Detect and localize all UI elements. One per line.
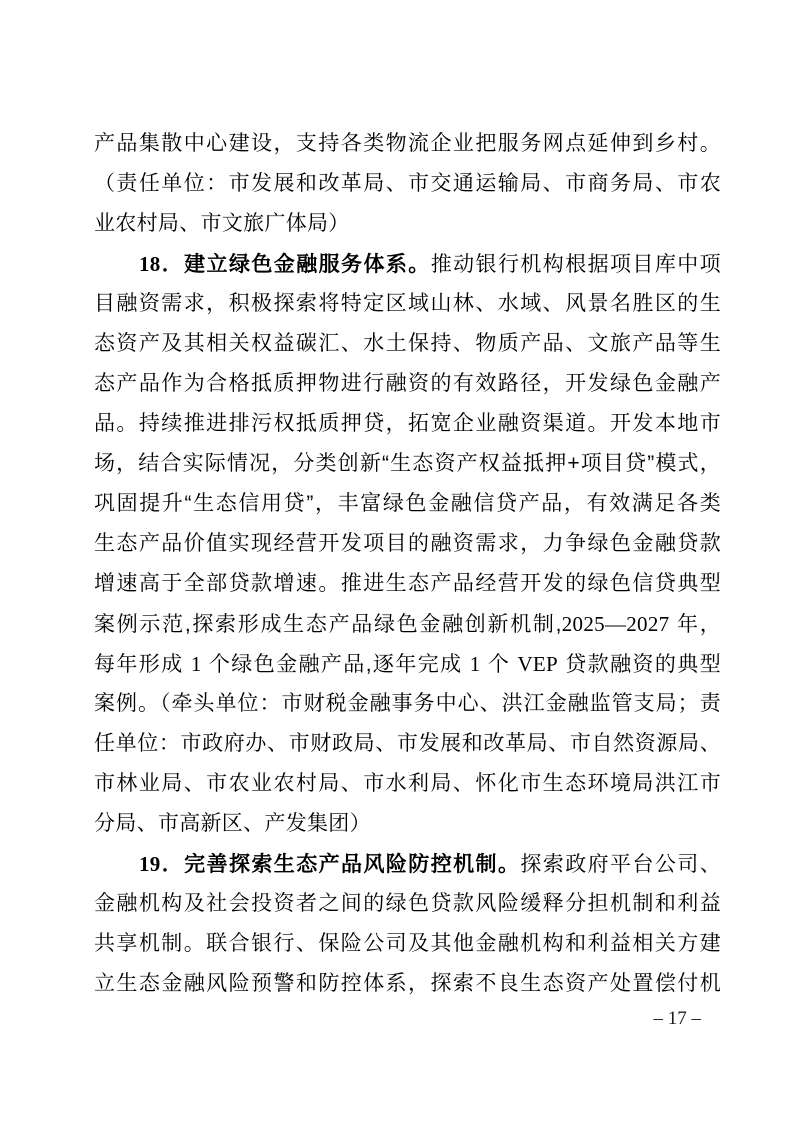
text-line <box>94 644 721 684</box>
paragraph-18-green-finance-system <box>94 244 721 844</box>
text-segment: 态产品作为合格抵质押物进行融资的有效路径，开发绿色金融产 <box>94 372 721 395</box>
text-segment: 年， <box>669 613 721 636</box>
text-line <box>94 964 721 1004</box>
text-line <box>94 564 721 604</box>
text-line <box>94 204 721 244</box>
bold-text-segment: 18 <box>139 252 161 276</box>
text-line <box>94 404 721 444</box>
text-segment: 场，结合实际情况，分类创新“生态资产权益抵押+项目贷”模式， <box>94 452 721 475</box>
text-line <box>94 844 721 884</box>
text-segment: 分局、市高新区、产发集团） <box>94 812 371 835</box>
text-segment: VEP <box>517 652 559 676</box>
bold-text-segment: ．建立绿色金融服务体系。 <box>160 253 431 276</box>
text-line <box>94 524 721 564</box>
text-segment: 产品集散中心建设，支持各类物流企业把服务网点延伸到乡村。 <box>94 132 721 155</box>
text-line <box>94 484 721 524</box>
text-segment: （责任单位：市发展和改革局、市交通运输局、市商务局、市农 <box>94 172 721 195</box>
paragraph-19-risk-control-mechanism <box>94 844 721 1004</box>
text-segment: 巩固提升“生态信用贷”，丰富绿色金融信贷产品，有效满足各类 <box>94 492 721 515</box>
text-line <box>94 764 721 804</box>
bold-text-segment: 19 <box>139 852 161 876</box>
text-segment: 金融机构及社会投资者之间的绿色贷款风险缓释分担机制和利益 <box>94 892 721 915</box>
text-segment: 生态产品价值实现经营开发项目的融资需求，力争绿色金融贷款 <box>94 532 721 555</box>
text-segment: 市林业局、市农业农村局、市水利局、怀化市生态环境局洪江市 <box>94 772 721 795</box>
text-segment: 1 <box>469 652 481 676</box>
document-body <box>94 124 721 1004</box>
text-segment: 贷款融资的典型 <box>558 653 721 676</box>
text-line <box>94 804 721 844</box>
paragraph-logistics-continuation <box>94 124 721 244</box>
page-number: – 17 – <box>653 1008 701 1029</box>
text-segment: 1 <box>190 652 202 676</box>
text-segment: 任单位：市政府办、市财政局、市发展和改革局、市自然资源局、 <box>94 732 721 755</box>
text-segment: 立生态金融风险预警和防控体系，探索不良生态资产处置偿付机 <box>94 972 721 995</box>
text-segment: 每年形成 <box>94 653 191 676</box>
text-segment: 目融资需求，积极探索将特定区域山林、水域、风景名胜区的生 <box>94 292 721 315</box>
text-segment: 业农村局、市文旅广体局） <box>94 212 350 235</box>
text-segment: 态资产及其相关权益碳汇、水土保持、物质产品、文旅产品等生 <box>94 332 721 355</box>
text-segment: 2025—2027 <box>561 612 670 636</box>
text-line <box>94 924 721 964</box>
text-line <box>94 724 721 764</box>
text-segment: 推动银行机构根据项目库中项 <box>430 253 721 276</box>
text-line <box>94 164 721 204</box>
text-segment: 共享机制。联合银行、保险公司及其他金融机构和利益相关方建 <box>94 932 721 955</box>
text-line <box>94 244 721 284</box>
text-segment: 探索政府平台公司、 <box>520 853 721 876</box>
text-line <box>94 124 721 164</box>
text-line <box>94 604 721 644</box>
text-segment: 增速高于全部贷款增速。推进生态产品经营开发的绿色信贷典型 <box>94 572 721 595</box>
text-line <box>94 324 721 364</box>
bold-text-segment: ．完善探索生态产品风险防控机制。 <box>160 853 521 876</box>
text-segment: 品。持续推进排污权抵质押贷，拓宽企业融资渠道。开发本地市 <box>94 412 721 435</box>
text-segment: 案例示范,探索形成生态产品绿色金融创新机制, <box>94 613 562 636</box>
text-segment: 个绿色金融产品,逐年完成 <box>201 653 470 676</box>
text-segment: 个 <box>480 653 518 676</box>
text-line <box>94 364 721 404</box>
text-line <box>94 884 721 924</box>
text-line <box>94 444 721 484</box>
text-segment: 案例。（牵头单位：市财税金融事务中心、洪江金融监管支局；责 <box>94 692 721 715</box>
text-line <box>94 284 721 324</box>
text-line <box>94 684 721 724</box>
